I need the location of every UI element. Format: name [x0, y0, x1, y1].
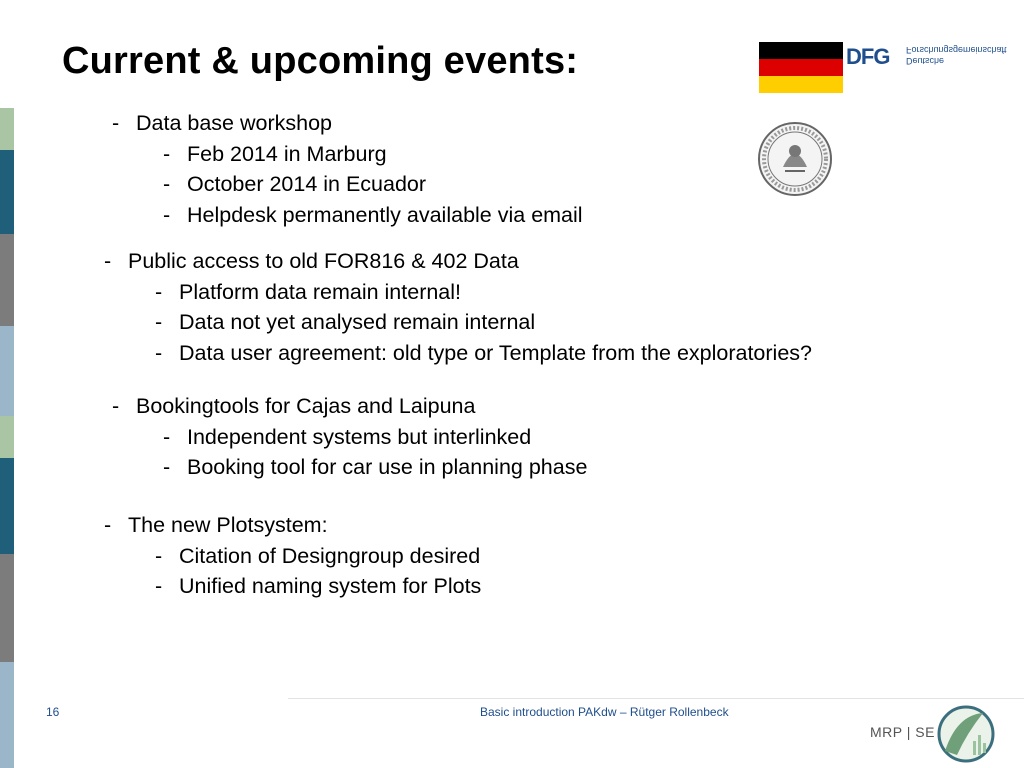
dfg-logo — [846, 40, 1024, 72]
bullet-subitem: - Independent systems but interlinked — [163, 424, 532, 449]
bullet-subitem: - Citation of Designgroup desired — [155, 543, 481, 568]
bullet-subitem: - Platform data remain internal! — [155, 279, 462, 304]
footer-divider — [288, 698, 1024, 699]
bullet-subitem: - Unified naming system for Plots — [155, 574, 482, 598]
footer-text: Basic introduction PAKdw – Rütger Rollenbeck — [480, 705, 729, 719]
bullet-subitem: - Feb 2014 in Marburg — [163, 141, 387, 166]
section-bookingtools — [112, 391, 587, 483]
german-flag-icon — [759, 42, 843, 93]
page-number: 16 — [46, 705, 60, 719]
mrp-logo-text: MRP | SE — [870, 724, 935, 740]
section-data-base-workshop — [112, 108, 583, 230]
bullet-heading: - Data base workshop — [112, 111, 332, 135]
dfg-logo-text: Deutsche Forschungsgemeinschaft — [906, 45, 1007, 66]
mrp-logo-icon — [937, 705, 995, 763]
left-color-strip — [0, 108, 14, 768]
bullet-subitem: - October 2014 in Ecuador — [163, 172, 427, 196]
section-new-plotsystem — [104, 510, 481, 602]
bullet-subitem: - Helpdesk permanently available via email — [163, 202, 583, 227]
slide-title: Current & upcoming events: — [62, 40, 579, 82]
university-seal-icon — [757, 121, 833, 197]
section-public-access — [104, 246, 812, 368]
bullet-heading: - Public access to old FOR816 & 402 Data — [104, 249, 519, 273]
bullet-heading: - Bookingtools for Cajas and Laipuna — [112, 394, 476, 418]
bullet-subitem: - Data user agreement: old type or Template from the exploratories? — [155, 340, 812, 365]
bullet-subitem: - Booking tool for car use in planning phase — [163, 455, 588, 479]
bullet-heading: - The new Plotsystem: — [104, 513, 328, 537]
dfg-logo-mark: DFG — [846, 44, 890, 69]
bullet-subitem: - Data not yet analysed remain internal — [155, 310, 536, 334]
